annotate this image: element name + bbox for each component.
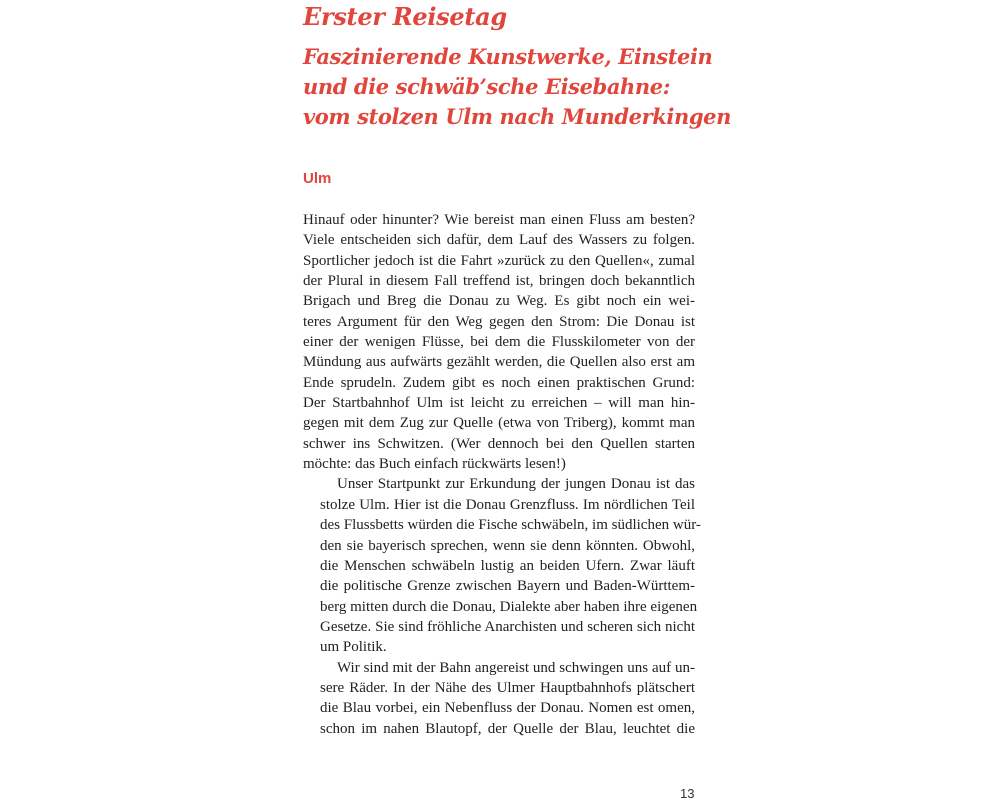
text-line: Mündung aus aufwärts gezählt werden, die Quellen also erst am [303,354,695,371]
text-line: Gesetze. Sie sind fröhliche Anarchisten und scheren sich nicht [320,618,695,635]
text-line: Brigach und Breg die Donau zu Weg. Es gibt noch ein wei- [303,293,695,310]
text-line: die politische Grenze zwischen Bayern und Baden-Württem- [320,578,695,595]
text-line: die Blau vorbei, ein Nebenfluss der Donau. Nomen est omen, [320,700,695,717]
text-line: die Menschen schwäbeln lustig an beiden Ufern. Zwar läuft [320,557,695,574]
chapter-subtitle-line: und die schwäb’sche Eisebahne: [303,74,671,99]
text-line: Viele entscheiden sich dafür, dem Lauf des Wassers zu folgen. [303,232,695,249]
chapter-subtitle-line: Faszinierende Kunstwerke, Einstein [303,44,713,69]
text-line: berg mitten durch die Donau, Dialekte aber haben ihre eigenen [320,598,698,615]
text-line: Der Startbahnhof Ulm ist leicht zu erreichen – will man hin- [303,395,695,412]
text-line: Sportlicher jedoch ist die Fahrt »zurück zu den Quellen«, zumal [303,252,695,269]
text-line: einer der wenigen Flüsse, bei dem die Flusskilometer von der [303,334,695,351]
text-line: des Flussbetts würden die Fische schwäbeln, im südlichen wür- [320,517,701,534]
page-number: 13 [680,786,695,800]
text-line: stolze Ulm. Hier ist die Donau Grenzfluss. Im nördlichen Teil [320,496,695,513]
text-line: Wir sind mit der Bahn angereist und schwingen uns auf un- [337,659,695,676]
text-line: schon im nahen Blautopf, der Quelle der Blau, leuchtet die [320,720,695,737]
text-line: Ende sprudeln. Zudem gibt es noch einen praktischen Grund: [303,374,695,391]
text-line: Hinauf oder hinunter? Wie bereist man einen Fluss am besten? [303,212,695,228]
text-line: möchte: das Buch einfach rückwärts lesen!) [303,456,566,473]
text-line: um Politik. [320,639,387,656]
paragraph-3 [303,658,695,739]
chapter-subtitle [303,42,731,132]
chapter-title: Erster Reisetag [303,2,507,31]
chapter-subtitle-line: vom stolzen Ulm nach Munderkingen [303,104,731,129]
paragraph-2 [303,474,701,657]
text-line: schwer ins Schwitzen. (Wer dennoch bei den Quellen starten [303,435,695,452]
text-line: sere Räder. In der Nähe des Ulmer Hauptbahnhofs plätschert [320,679,695,696]
text-line: Unser Startpunkt zur Erkundung der jungen Donau ist das [337,476,695,493]
text-line: teres Argument für den Weg gegen den Strom: Die Donau ist [303,313,695,330]
text-line: der Plural in diesem Fall treffend ist, bringen doch bekanntlich [303,273,695,290]
text-line: den sie bayerisch sprechen, wenn sie denn könnten. Obwohl, [320,537,695,554]
text-line: gegen mit dem Zug zur Quelle (etwa von Triberg), kommt man [303,415,695,432]
paragraph-1 [303,210,695,474]
body-text [303,210,701,739]
section-heading: Ulm [303,170,332,187]
